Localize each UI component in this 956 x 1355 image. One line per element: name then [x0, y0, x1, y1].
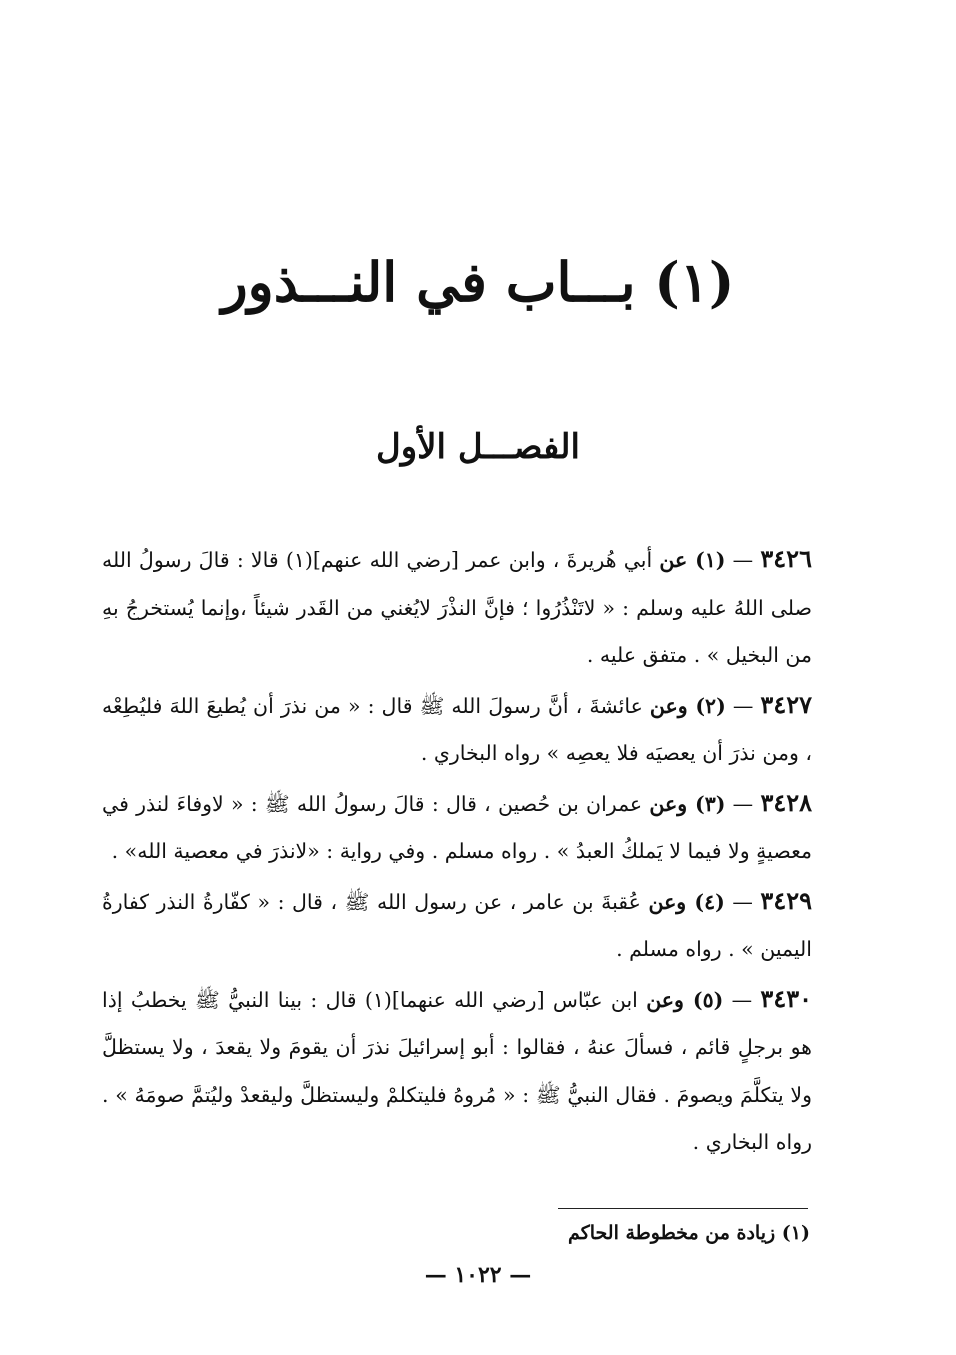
- dash-separator: —: [725, 693, 754, 718]
- hadith-text: عُقبةَ بن عامر ، عن رسول الله ﷺ ، قال : « كفّارةُ النذر كفارةُ اليمين » . رواه مسلم .: [102, 889, 812, 961]
- hadith-intro: (٥) وعن: [646, 987, 724, 1012]
- hadith-item: [102, 779, 812, 876]
- hadith-intro: (٢) وعن: [649, 693, 726, 718]
- hadith-text: أبي هُريرةَ ، وابن عمر [رضي الله عنهم](١) قالا : قالَ رسولُ الله صلى اللهُ عليه وسلم : « لاتَنْذُرُوا ؛ فإنَّ النذْرَ لايُغني من القَدر شيئاً ،وإنما يُستخرجُ بهِ من البخيل » . متفق عليه .: [102, 548, 812, 667]
- hadith-text: عمران بن حُصين ، قال : قالَ رسولُ الله ﷺ : « لاوفاءَ لنذر في معصيةٍ ولا فيما لا يَملكُ العبدُ » . رواه مسلم . وفي رواية : «لانذرَ في معصية الله» .: [102, 791, 812, 863]
- dash-separator: —: [723, 987, 753, 1012]
- hadith-item: [102, 877, 812, 974]
- dash-separator: —: [724, 889, 753, 914]
- chapter-title: (١) بـــاب في النـــذور: [221, 250, 735, 314]
- hadith-number: ٣٤٢٦: [760, 544, 812, 573]
- page-number: — ١٠٢٢ —: [424, 1262, 532, 1288]
- hadith-item: [102, 975, 812, 1167]
- footnote-divider: [558, 1208, 808, 1209]
- dash-separator: —: [725, 791, 754, 816]
- hadith-text: عائشةَ ، أنَّ رسولَ الله ﷺ قال : « من نذرَ أن يُطيعَ اللهَ فليُطِعْه ، ومن نذرَ أن يعصيَه فلا يعصِه » رواه البخاري .: [102, 693, 812, 765]
- hadith-number: ٣٤٢٩: [760, 885, 812, 915]
- hadith-number: ٣٤٢٧: [760, 689, 812, 719]
- hadith-intro: (٤) وعن: [648, 889, 725, 914]
- hadith-intro: (٣) وعن: [649, 791, 726, 816]
- hadith-intro: (١) عن: [659, 548, 726, 572]
- hadith-item: [102, 535, 812, 680]
- hadith-text: ابن عبّاس [رضي الله عنهما](١) قال : بينا النبيُّ ﷺ يخطبُ إذا هو برجلٍ قائم ، فسألَ عنهُ ، فقالوا : أبو إسرائيلَ نذرَ أن يقومَ ولا يقعدَ ، ولا يستظلَّ ولا يتكلَّمَ ويصومَ . فقال النبيُّ ﷺ : « مُروهُ فليتكلمْ وليستظلَّ وليقعدْ وليُتمَّ صومَهُ » . رواه البخاري .: [102, 987, 812, 1154]
- section-title: الفصـــل الأول: [376, 427, 580, 467]
- footnote: (١) زيادة من مخطوطة الحاكم: [568, 1222, 810, 1244]
- hadith-number: ٣٤٢٨: [760, 787, 812, 817]
- hadith-list: [102, 535, 812, 1168]
- dash-separator: —: [725, 548, 754, 572]
- hadith-item: [102, 681, 812, 778]
- hadith-number: ٣٤٣٠: [760, 983, 812, 1013]
